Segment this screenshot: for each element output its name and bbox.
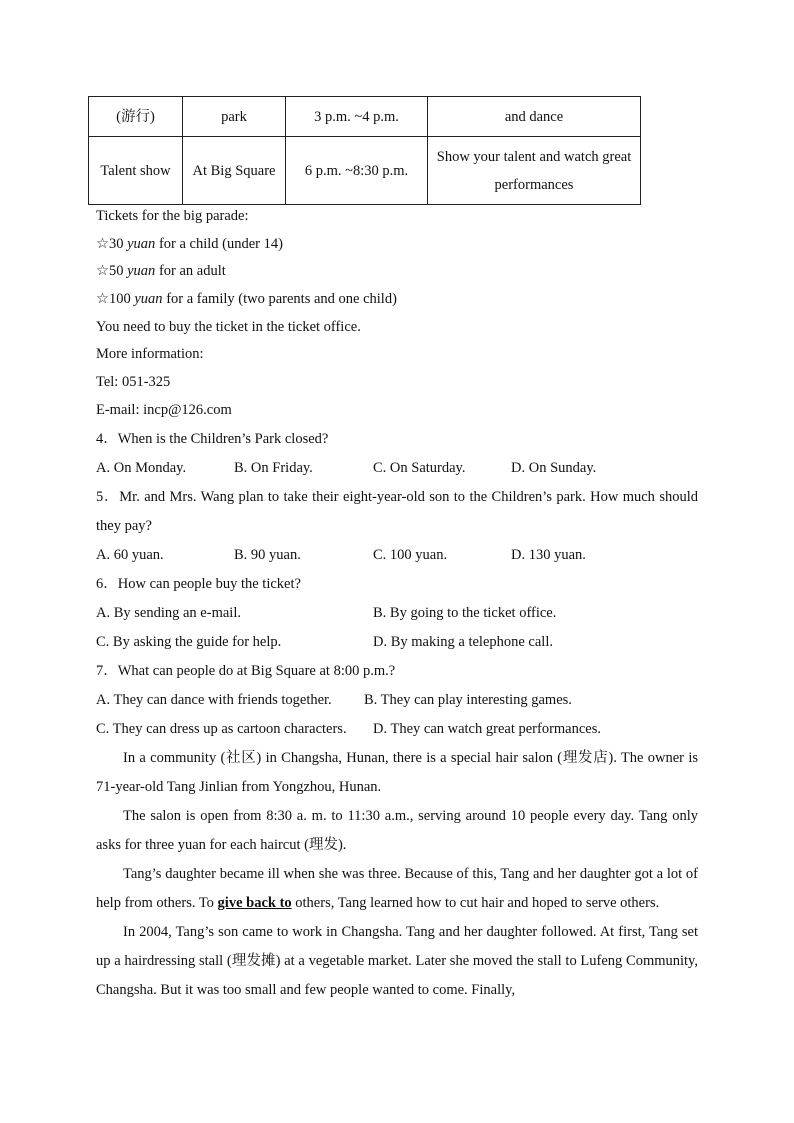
document-body bbox=[96, 203, 698, 1005]
table-cell: (游行) bbox=[89, 97, 183, 137]
option-a: A. On Monday. bbox=[96, 459, 187, 476]
table-cell: park bbox=[183, 97, 286, 137]
options-7 bbox=[96, 686, 698, 715]
table-cell: Talent show bbox=[89, 137, 183, 205]
option-a: A. By sending an e-mail. bbox=[96, 604, 241, 621]
question-6: 6．How can people buy the ticket? bbox=[96, 575, 301, 592]
option-a: A. They can dance with friends together. bbox=[96, 691, 332, 708]
option-c: C. By asking the guide for help. bbox=[96, 633, 282, 650]
option-a: A. 60 yuan. bbox=[96, 546, 164, 563]
option-b: B. 90 yuan. bbox=[234, 546, 301, 563]
option-b: B. On Friday. bbox=[234, 459, 313, 476]
ticket-item: ☆100 yuan for a family (two parents and one child) bbox=[96, 291, 397, 308]
table-row bbox=[89, 97, 641, 137]
schedule-table bbox=[88, 96, 641, 205]
table-cell: and dance bbox=[428, 97, 641, 137]
option-c: C. On Saturday. bbox=[373, 459, 466, 476]
underlined-phrase: give back to bbox=[217, 894, 292, 911]
star-icon: ☆ bbox=[96, 291, 109, 308]
option-d: D. They can watch great performances. bbox=[373, 720, 601, 737]
options-6b bbox=[96, 628, 698, 657]
passage-paragraph: The salon is open from 8:30 a. m. to 11:30 a.m., serving around 10 people every day. Tang only asks for three yuan for each haircut (理发). bbox=[96, 807, 698, 853]
option-c: C. They can dress up as cartoon characters. bbox=[96, 720, 347, 737]
more-info-heading: More information: bbox=[96, 346, 204, 363]
option-d: D. On Sunday. bbox=[511, 459, 597, 476]
tel-line: Tel: 051-325 bbox=[96, 374, 171, 391]
option-d: D. 130 yuan. bbox=[511, 546, 586, 563]
question-5: 5．Mr. and Mrs. Wang plan to take their eight-year-old son to the Children’s park. How much should they pay? bbox=[96, 488, 698, 534]
table-cell: 6 p.m. ~8:30 p.m. bbox=[286, 137, 428, 205]
option-d: D. By making a telephone call. bbox=[373, 633, 553, 650]
options-7b bbox=[96, 715, 698, 744]
options-5 bbox=[96, 541, 698, 570]
option-c: C. 100 yuan. bbox=[373, 546, 448, 563]
option-b: B. By going to the ticket office. bbox=[373, 604, 557, 621]
tickets-heading: Tickets for the big parade: bbox=[96, 208, 249, 224]
table-cell: At Big Square bbox=[183, 137, 286, 205]
passage-paragraph: In 2004, Tang’s son came to work in Changsha. Tang and her daughter followed. At first, Tang set up a hairdressing stall (理发摊) at a vegetable market. Later she moved the stall to Lufeng Community, Changsha. But it was too small and few people wanted to come. Finally, bbox=[96, 923, 698, 998]
email-line: E-mail: incp@126.com bbox=[96, 401, 232, 418]
ticket-item: ☆30 yuan for a child (under 14) bbox=[96, 235, 283, 252]
options-4 bbox=[96, 454, 698, 483]
star-icon: ☆ bbox=[96, 235, 109, 252]
options-6 bbox=[96, 599, 698, 628]
table-cell: Show your talent and watch great performances bbox=[428, 137, 641, 205]
ticket-item: ☆50 yuan for an adult bbox=[96, 263, 226, 280]
option-b: B. They can play interesting games. bbox=[364, 691, 572, 708]
passage-paragraph: Tang’s daughter became ill when she was three. Because of this, Tang and her daughter got a lot of help from others. To give back to others, Tang learned how to cut hair and hoped to serve others. bbox=[96, 865, 698, 911]
ticket-note: You need to buy the ticket in the ticket office. bbox=[96, 318, 361, 335]
question-4: 4．When is the Children’s Park closed? bbox=[96, 430, 329, 447]
star-icon: ☆ bbox=[96, 263, 109, 280]
table-row bbox=[89, 137, 641, 205]
passage-paragraph: In a community (社区) in Changsha, Hunan, there is a special hair salon (理发店). The owner is 71-year-old Tang Jinlian from Yongzhou, Hunan. bbox=[96, 749, 698, 795]
table-cell: 3 p.m. ~4 p.m. bbox=[286, 97, 428, 137]
question-7: 7．What can people do at Big Square at 8:00 p.m.? bbox=[96, 662, 396, 679]
